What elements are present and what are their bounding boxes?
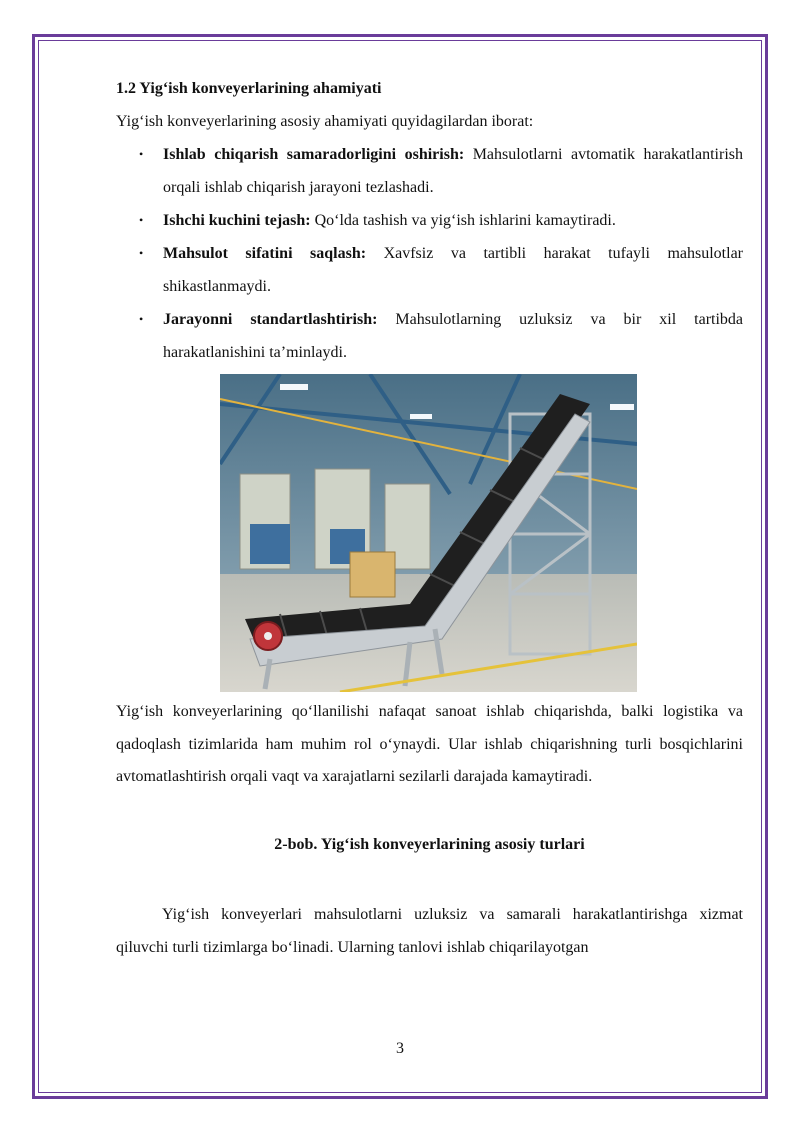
- list-item-text: Mahsulotlarning uzluksiz va bir xil tartibda harakatlanishini ta’minlaydi.: [163, 311, 744, 361]
- list-item: [116, 237, 743, 303]
- conveyor-photo: [220, 374, 637, 692]
- list-item-text: Qo‘lda tashish va yig‘ish ishlarini kamaytiradi.: [310, 212, 616, 229]
- conveyor-illustration: [220, 374, 637, 692]
- section-heading: 1.2 Yig‘ish konveyerlarining ahamiyati: [116, 80, 382, 97]
- bullet-icon: •: [139, 147, 144, 161]
- list-item-term: Jarayonni standartlashtirish:: [163, 311, 378, 328]
- list-item-term: Ishlab chiqarish samaradorligini oshirish:: [163, 146, 465, 163]
- benefit-list: [116, 138, 743, 369]
- bullet-icon: •: [139, 246, 144, 260]
- chapter-title: 2-bob. Yig‘ish konveyerlarining asosiy turlari: [274, 835, 585, 853]
- chapter-paragraph: Yig‘ish konveyerlari mahsulotlarni uzluksiz va samarali harakatlantirishga xizmat qiluvchi turli tizimlarga bo‘linadi. Ularning tanlovi ishlab chiqarilayotgan: [116, 905, 743, 956]
- list-item-text: Xavfsiz va tartibli harakat tufayli mahsulotlar shikastlanmaydi.: [163, 245, 743, 295]
- list-item-term: Ishchi kuchini tejash:: [163, 212, 311, 229]
- list-item-text: Mahsulotlarni avtomatik harakatlantirish orqali ishlab chiqarish jarayoni tezlashadi.: [163, 146, 743, 196]
- bullet-icon: •: [139, 312, 144, 326]
- page-number: 3: [396, 1040, 404, 1057]
- list-item-term: Mahsulot sifatini saqlash:: [163, 245, 367, 262]
- bullet-icon: •: [139, 213, 144, 227]
- list-item: [116, 204, 743, 237]
- page-content: [116, 72, 743, 980]
- section-intro: Yig‘ish konveyerlarining asosiy ahamiyati quyidagilardan iborat:: [116, 113, 534, 130]
- list-item: [116, 303, 743, 369]
- list-item: [116, 138, 743, 204]
- after-figure-paragraph: Yig‘ish konveyerlarining qo‘llanilishi nafaqat sanoat ishlab chiqarishda, balki logistika va qadoqlash tizimlarida ham muhim rol o‘ynaydi. Ular ishlab chiqarishning turli bosqichlarini avtomatlashtirish orqali vaqt va xarajatlarni sezilarli darajada kamaytiradi.: [116, 703, 743, 785]
